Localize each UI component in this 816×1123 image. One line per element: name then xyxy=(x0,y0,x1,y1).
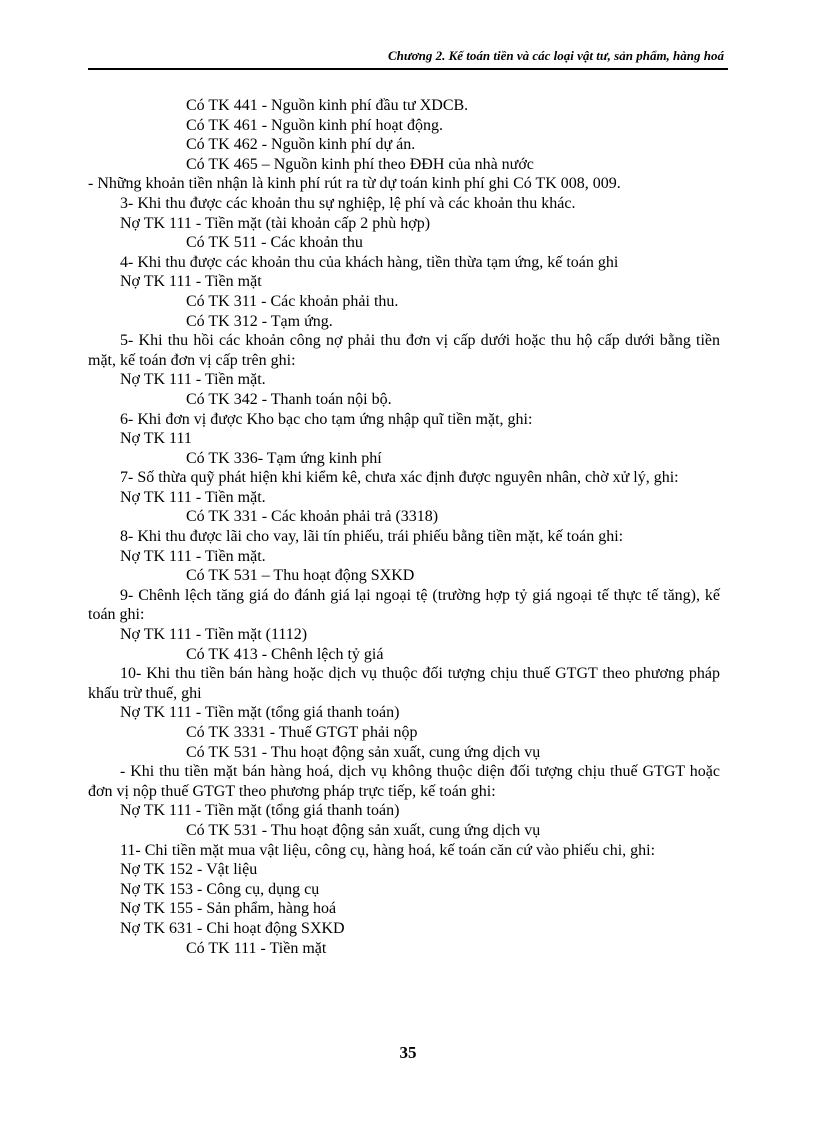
section-heading-11: 11- Chi tiền mặt mua vật liệu, công cụ, hàng hoá, kế toán căn cứ vào phiếu chi, ghi: xyxy=(120,841,656,859)
debit-entry-line: Nợ TK 111 - Tiền mặt. xyxy=(120,488,266,506)
credit-entry-line: Có TK 342 - Thanh toán nội bộ. xyxy=(186,390,392,408)
page-number: 35 xyxy=(399,1043,417,1062)
section-heading-6: 6- Khi đơn vị được Kho bạc cho tạm ứng nhập quĩ tiền mặt, ghi: xyxy=(120,410,533,428)
debit-entry-line: Nợ TK 111 - Tiền mặt (1112) xyxy=(120,626,308,644)
debit-entry-line: Nợ TK 111 - Tiền mặt (tài khoản cấp 2 phù hợp) xyxy=(120,214,431,232)
section-heading-3: 3- Khi thu được các khoản thu sự nghiệp, lệ phí và các khoản thu khác. xyxy=(120,194,576,212)
section-heading-9: 9- Chênh lệch tăng giá do đánh giá lại ngoại tệ (trường hợp tỷ giá ngoại tế thực tế tăng), kế toán ghi: xyxy=(88,586,720,624)
section-heading-5: 5- Khi thu hồi các khoản công nợ phải thu đơn vị cấp dưới hoặc thu hộ cấp dưới bằng tiền mặt, kế toán đơn vị cấp trên ghi: xyxy=(88,332,720,369)
debit-entry-line: Nợ TK 111 - Tiền mặt xyxy=(120,273,262,291)
document-body xyxy=(88,96,720,958)
credit-entry-line: Có TK 531 - Thu hoạt động sản xuất, cung ứng dịch vụ xyxy=(186,821,541,839)
credit-entry-line: Có TK 331 - Các khoản phải trả (3318) xyxy=(186,508,439,526)
credit-entry-line: Có TK 312 - Tạm ứng. xyxy=(186,312,333,330)
credit-entry-line: Có TK 441 - Nguồn kinh phí đầu tư XDCB. xyxy=(186,97,469,114)
note-paragraph: - Khi thu tiền mặt bán hàng hoá, dịch vụ không thuộc diện đối tượng chịu thuế GTGT hoặc đơn vị nộp thuế GTGT theo phương pháp trực tiếp, kế toán ghi: xyxy=(88,763,720,800)
debit-entry-line: Nợ TK 631 - Chi hoạt động SXKD xyxy=(120,919,345,937)
debit-entry-line: Nợ TK 111 - Tiền mặt (tổng giá thanh toán) xyxy=(120,704,400,722)
debit-entry-line: Nợ TK 111 xyxy=(120,430,192,448)
note-line: - Những khoản tiền nhận là kinh phí rút ra từ dự toán kinh phí ghi Có TK 008, 009. xyxy=(88,175,621,193)
credit-entry-line: Có TK 336- Tạm ứng kinh phí xyxy=(186,449,382,467)
credit-entry-line: Có TK 311 - Các khoản phải thu. xyxy=(186,292,399,310)
credit-entry-line: Có TK 413 - Chênh lệch tỷ giá xyxy=(186,645,384,663)
running-header-title: Chương 2. Kế toán tiền và các loại vật tư, sản phẩm, hàng hoá xyxy=(387,48,724,63)
debit-entry-line: Nợ TK 152 - Vật liệu xyxy=(120,861,258,879)
credit-entry-line: Có TK 3331 - Thuế GTGT phải nộp xyxy=(186,724,418,741)
debit-entry-line: Nợ TK 153 - Công cụ, dụng cụ xyxy=(120,880,320,898)
credit-entry-line: Có TK 511 - Các khoản thu xyxy=(186,234,363,252)
header-divider xyxy=(88,68,728,70)
debit-entry-line: Nợ TK 111 - Tiền mặt (tổng giá thanh toán) xyxy=(120,802,400,820)
credit-entry-line: Có TK 531 - Thu hoạt động sản xuất, cung ứng dịch vụ xyxy=(186,743,541,761)
section-heading-8: 8- Khi thu được lãi cho vay, lãi tín phiếu, trái phiếu bằng tiền mặt, kế toán ghi: xyxy=(120,528,624,546)
debit-entry-line: Nợ TK 111 - Tiền mặt. xyxy=(120,371,266,389)
credit-entry-line: Có TK 531 – Thu hoạt động SXKD xyxy=(186,567,415,585)
debit-entry-line: Nợ TK 155 - Sản phẩm, hàng hoá xyxy=(120,900,337,918)
section-heading-10: 10- Khi thu tiền bán hàng hoặc dịch vụ thuộc đối tượng chịu thuế GTGT theo phương pháp khấu trừ thuế, ghi xyxy=(88,665,720,702)
section-heading-7: 7- Số thừa quỹ phát hiện khi kiểm kê, chưa xác định được nguyên nhân, chờ xử lý, ghi: xyxy=(120,469,679,487)
credit-entry-line: Có TK 111 - Tiền mặt xyxy=(186,939,327,957)
credit-entry-line: Có TK 462 - Nguồn kinh phí dự án. xyxy=(186,136,416,154)
section-heading-4: 4- Khi thu được các khoản thu của khách hàng, tiền thừa tạm ứng, kế toán ghi xyxy=(120,253,619,271)
credit-entry-line: Có TK 465 – Nguồn kinh phí theo ĐĐH của nhà nước xyxy=(186,155,534,173)
debit-entry-line: Nợ TK 111 - Tiền mặt. xyxy=(120,547,266,565)
credit-entry-line: Có TK 461 - Nguồn kinh phí hoạt động. xyxy=(186,116,444,134)
